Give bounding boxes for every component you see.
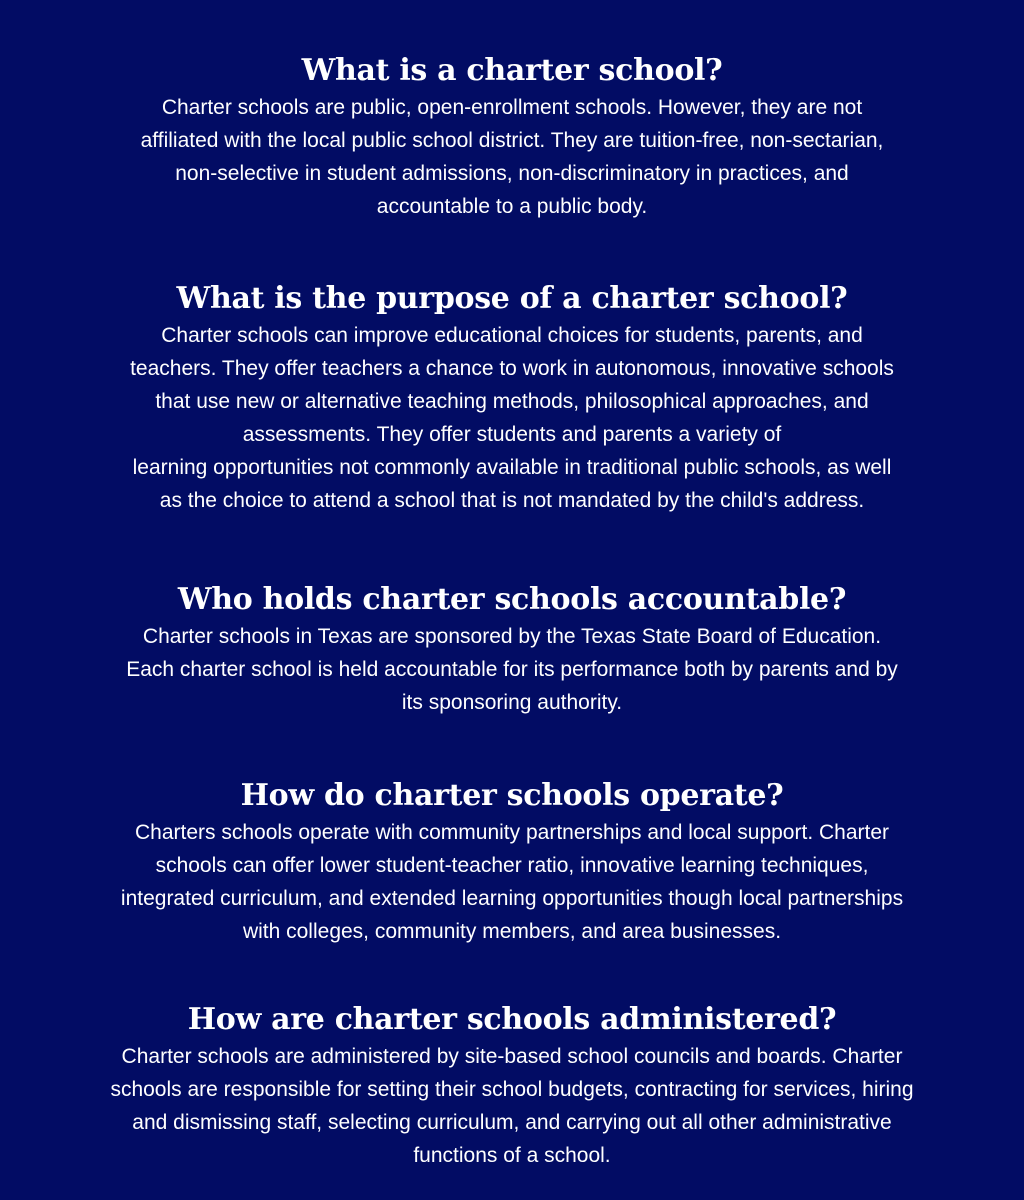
answer-line: integrated curriculum, and extended learning opportunities though local partnerships [120,887,904,910]
answer-line: non-selective in student admissions, non-discriminatory in practices, and [175,162,849,185]
answer-line: accountable to a public body. [376,195,648,218]
answer-line: learning opportunities not commonly available in traditional public schools, as well [132,456,892,479]
faq-section-operate [0,776,1024,948]
answer-line: schools can offer lower student-teacher ratio, innovative learning techniques, [155,854,869,877]
answer-line: Charter schools are public, open-enrollment schools. However, they are not [161,96,863,119]
faq-question: What is the purpose of a charter school? [176,281,848,316]
answer-line: Charter schools are administered by site-based school councils and boards. Charter [121,1045,903,1068]
answer-line: Charters schools operate with community partnerships and local support. Charter [134,821,890,844]
faq-answer [0,91,1024,223]
faq-answer [0,319,1024,517]
faq-section-what-is [0,51,1024,223]
answer-line: Charter schools in Texas are sponsored by the Texas State Board of Education. [142,625,882,648]
faq-section-purpose [0,279,1024,517]
faq-section-accountable [0,580,1024,719]
faq-question: Who holds charter schools accountable? [177,582,847,617]
answer-line: as the choice to attend a school that is not mandated by the child's address. [159,489,865,512]
answer-line: assessments. They offer students and parents a variety of [242,423,782,446]
faq-question: How are charter schools administered? [187,1002,837,1037]
answer-line: and dismissing staff, selecting curriculum, and carrying out all other administrative [132,1111,892,1134]
answer-line: its sponsoring authority. [401,691,623,714]
answer-line: Each charter school is held accountable for its performance both by parents and by [126,658,898,681]
faq-answer [0,620,1024,719]
faq-question: What is a charter school? [301,53,723,88]
answer-line: teachers. They offer teachers a chance to work in autonomous, innovative schools [130,357,894,380]
answer-line: that use new or alternative teaching methods, philosophical approaches, and [155,390,869,413]
faq-answer [0,1040,1024,1172]
answer-line: affiliated with the local public school district. They are tuition-free, non-sectarian, [140,129,884,152]
faq-question: How do charter schools operate? [240,778,784,813]
faq-section-administered [0,1000,1024,1172]
answer-line: schools are responsible for setting their school budgets, contracting for services, hiring [110,1078,914,1101]
answer-line: with colleges, community members, and area businesses. [242,920,782,943]
answer-line: functions of a school. [413,1144,611,1167]
answer-line: Charter schools can improve educational choices for students, parents, and [161,324,863,347]
faq-answer [0,816,1024,948]
